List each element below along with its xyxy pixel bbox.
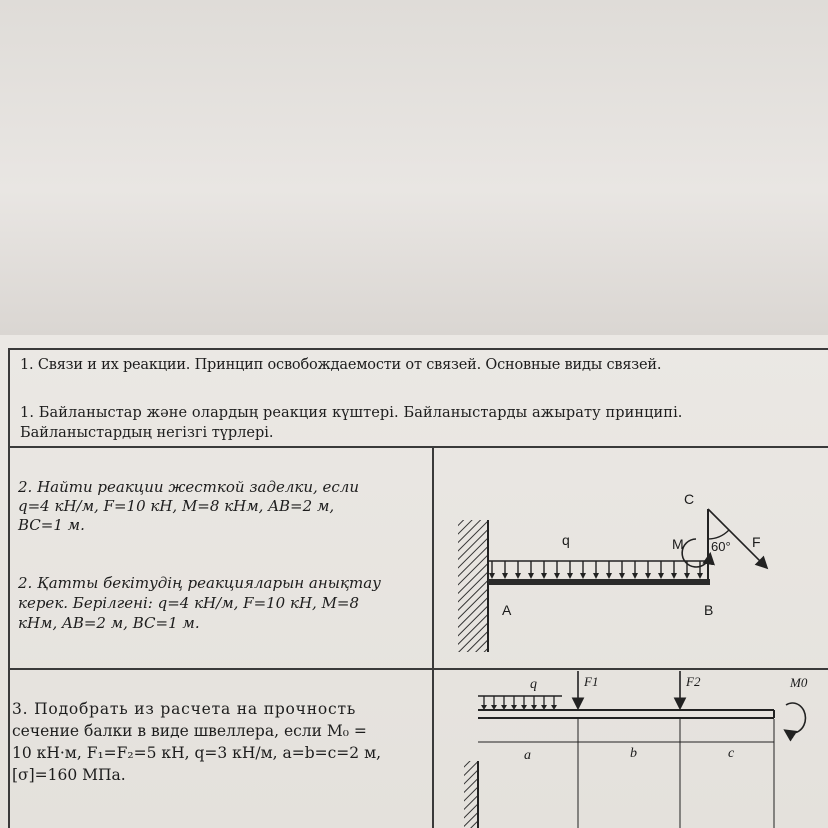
label-f: F [752,534,761,550]
task3-wall-hatch [464,761,478,828]
task3-label-b: b [630,746,637,761]
task3-beam-figure [434,669,828,828]
worksheet-paper [0,335,828,828]
fixed-wall-hatch [458,520,488,652]
task2-ru-line: q=4 кН/м, F=10 кН, M=8 кНм, AB=2 м, [18,497,335,515]
task3-text [12,698,381,786]
task3-line: сечение балки в виде швеллера, если M₀ = [12,722,367,740]
background-surface [0,0,828,345]
task2-ru-line: 2. Найти реакции жесткой заделки, если [18,478,360,496]
label-m: M [672,536,684,552]
task2-text-kz [18,573,381,633]
task3-label-f1: F1 [584,674,599,689]
task3-label-a: a [524,748,531,763]
task2-kz-line: кНм, AB=2 м, BC=1 м. [18,614,200,632]
topic-title-kz-line-2: Байланыстардың негізгі түрлері. [20,425,274,441]
moment-m-arrow [682,539,710,567]
beam-ab [488,579,710,585]
task3-label-f2: F2 [686,674,701,689]
task3-line: 10 кН·м, F₁=F₂=5 кН, q=3 кН/м, a=b=c=2 м, [12,744,382,762]
task3-line: 3. Подобрать из расчета на прочность [12,700,357,718]
task2-kz-line: керек. Берілгені: q=4 кН/м, F=10 кН, M=8 [18,594,360,612]
table-top-border [8,348,828,350]
task2-text-ru [18,478,359,535]
task2-kz-line: 2. Қатты бекітудің реакцияларын анықтау [18,574,381,592]
topic-title-ru: 1. Связи и их реакции. Принцип освобождаемости от связей. Основные виды связей. [20,357,662,373]
task3-label-q: q [530,677,537,692]
task2-ru-line: BC=1 м. [18,516,85,534]
label-b: B [704,602,714,618]
label-a: A [502,602,512,618]
label-c: C [684,491,695,507]
task2-beam-figure [434,447,828,667]
task3-label-c: c [728,746,735,761]
moment-m0-arrow [786,703,805,733]
label-angle: 60° [711,539,731,554]
topic-title-kz-line-1: 1. Байланыстар және олардың реакция күштері. Байланыстарды ажырату принципі. [20,405,683,421]
task3-label-m0: M0 [790,675,808,690]
task3-line: [σ]=160 МПа. [12,766,126,784]
distributed-load-arrows [492,561,700,575]
distributed-load-arrowheads [489,573,703,579]
table-left-border [8,348,10,828]
label-q: q [562,532,570,548]
angle-arc [708,530,729,539]
